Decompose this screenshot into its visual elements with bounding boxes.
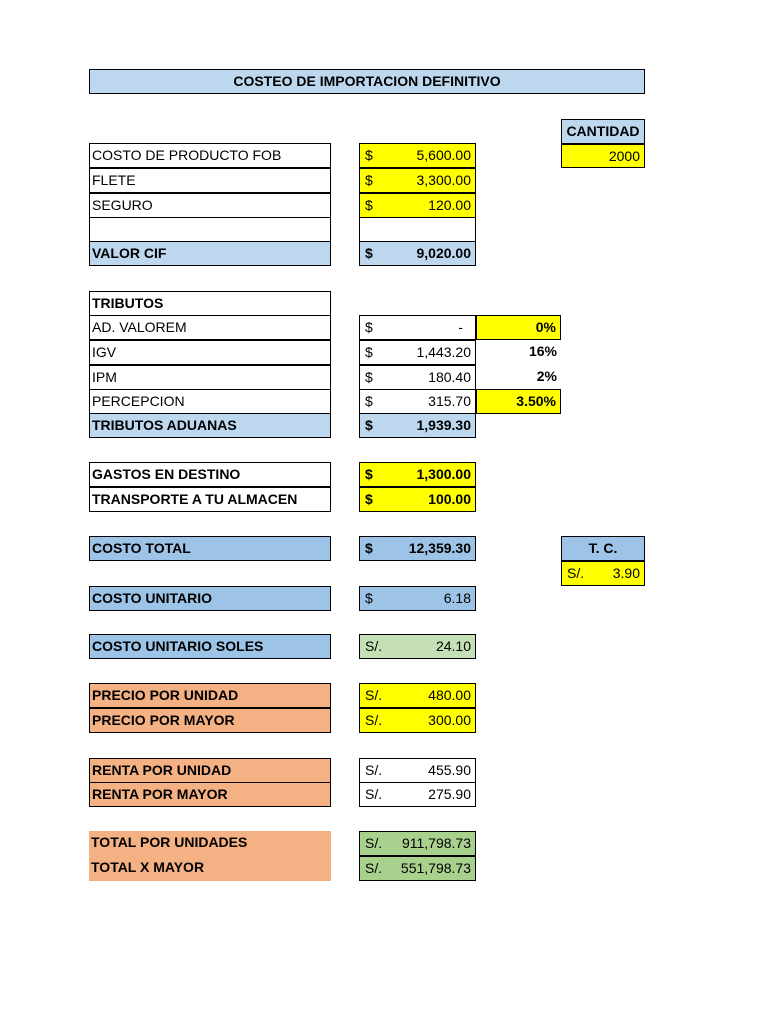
currency-symbol: S/. (365, 687, 383, 703)
costo-total-label[interactable]: COSTO TOTAL (89, 536, 331, 561)
costo-unitario-label[interactable]: COSTO UNITARIO (89, 586, 331, 611)
renta-mayor-value[interactable] (359, 782, 476, 807)
currency-symbol: $ (365, 245, 373, 261)
amount: 1,300.00 (416, 466, 471, 482)
gastos-destino-label[interactable]: GASTOS EN DESTINO (89, 462, 331, 487)
amount: 12,359.30 (408, 540, 471, 556)
total-unidades-value[interactable] (359, 831, 476, 856)
precio-mayor-value[interactable] (359, 708, 476, 733)
amount: 24.10 (435, 638, 471, 654)
precio-unidad-label[interactable]: PRECIO POR UNIDAD (89, 683, 331, 708)
amount: 455.90 (428, 762, 471, 778)
ad-valorem-rate[interactable]: 0% (476, 315, 561, 340)
valor-cif-label[interactable]: VALOR CIF (89, 241, 331, 266)
currency-symbol: $ (365, 319, 373, 335)
currency-symbol: S/. (365, 712, 383, 728)
tributos-aduanas-label[interactable]: TRIBUTOS ADUANAS (89, 413, 331, 438)
tributos-aduanas-value[interactable] (359, 413, 476, 438)
amount: 3.90 (612, 565, 640, 581)
renta-unidad-label[interactable]: RENTA POR UNIDAD (89, 758, 331, 783)
amount: 1,443.20 (416, 344, 471, 360)
amount: 180.40 (428, 369, 471, 385)
transporte-label[interactable]: TRANSPORTE A TU ALMACEN (89, 487, 331, 512)
renta-mayor-label[interactable]: RENTA POR MAYOR (89, 782, 331, 807)
currency-symbol: $ (365, 393, 373, 409)
amount: 300.00 (428, 712, 471, 728)
amount: 9,020.00 (416, 245, 471, 261)
amount: 6.18 (443, 590, 471, 606)
amount: 1,939.30 (416, 417, 471, 433)
currency-symbol: S/. (365, 762, 383, 778)
ad-valorem-value[interactable] (359, 315, 476, 340)
empty-cell[interactable] (89, 217, 331, 242)
currency-symbol: S/. (365, 638, 383, 654)
currency-symbol: $ (365, 369, 373, 385)
seguro-value[interactable] (359, 193, 476, 218)
igv-rate[interactable]: 16% (528, 343, 557, 359)
costo-fob-value[interactable] (359, 143, 476, 168)
currency-symbol: S/. (365, 835, 383, 851)
currency-symbol: $ (365, 172, 373, 188)
total-mayor-label[interactable]: TOTAL X MAYOR (89, 856, 331, 881)
ipm-rate[interactable]: 2% (536, 368, 557, 384)
amount: 480.00 (428, 687, 471, 703)
total-unidades-label[interactable]: TOTAL POR UNIDADES (89, 831, 331, 856)
costo-unitario-value[interactable] (359, 586, 476, 611)
currency-symbol: S/. (567, 565, 585, 581)
cantidad-header[interactable]: CANTIDAD (561, 119, 645, 144)
amount: 100.00 (428, 491, 471, 507)
percepcion-label[interactable]: PERCEPCION (89, 389, 331, 414)
flete-value[interactable] (359, 168, 476, 193)
currency-symbol: $ (365, 344, 373, 360)
igv-value[interactable] (359, 340, 476, 365)
amount: 551,798.73 (400, 860, 471, 876)
ad-valorem-label[interactable]: AD. VALOREM (89, 315, 331, 340)
precio-unidad-value[interactable] (359, 683, 476, 708)
currency-symbol: $ (365, 197, 373, 213)
tc-value[interactable] (561, 561, 645, 586)
valor-cif-value[interactable] (359, 241, 476, 266)
currency-symbol: $ (365, 491, 373, 507)
tc-header[interactable]: T. C. (561, 536, 645, 561)
currency-symbol: $ (365, 590, 373, 606)
amount: 120.00 (428, 197, 471, 213)
amount: 275.90 (428, 786, 471, 802)
costo-unitario-soles-label[interactable]: COSTO UNITARIO SOLES (89, 634, 331, 659)
transporte-value[interactable] (359, 487, 476, 512)
currency-symbol: $ (365, 417, 373, 433)
percepcion-value[interactable] (359, 389, 476, 414)
costo-fob-label[interactable]: COSTO DE PRODUCTO FOB (89, 143, 331, 168)
precio-mayor-label[interactable]: PRECIO POR MAYOR (89, 708, 331, 733)
sheet-title[interactable]: COSTEO DE IMPORTACION DEFINITIVO (89, 69, 645, 94)
total-mayor-value[interactable] (359, 856, 476, 881)
ipm-value[interactable] (359, 365, 476, 390)
costo-total-value[interactable] (359, 536, 476, 561)
percepcion-rate[interactable]: 3.50% (476, 389, 561, 414)
currency-symbol: S/. (365, 860, 383, 876)
amount: 911,798.73 (401, 835, 471, 851)
amount: - (458, 319, 463, 335)
flete-label[interactable]: FLETE (89, 168, 331, 193)
currency-symbol: $ (365, 466, 373, 482)
igv-label[interactable]: IGV (89, 340, 331, 365)
amount: 5,600.00 (416, 147, 471, 163)
amount: 3,300.00 (416, 172, 471, 188)
costo-unitario-soles-value[interactable] (359, 634, 476, 659)
currency-symbol: $ (365, 540, 373, 556)
tributos-header[interactable]: TRIBUTOS (89, 291, 331, 316)
amount: 315.70 (428, 393, 471, 409)
cantidad-value[interactable]: 2000 (561, 144, 645, 168)
currency-symbol: S/. (365, 786, 383, 802)
renta-unidad-value[interactable] (359, 758, 476, 783)
empty-cell[interactable] (359, 217, 476, 242)
ipm-label[interactable]: IPM (89, 365, 331, 390)
currency-symbol: $ (365, 147, 373, 163)
gastos-destino-value[interactable] (359, 462, 476, 487)
seguro-label[interactable]: SEGURO (89, 193, 331, 218)
